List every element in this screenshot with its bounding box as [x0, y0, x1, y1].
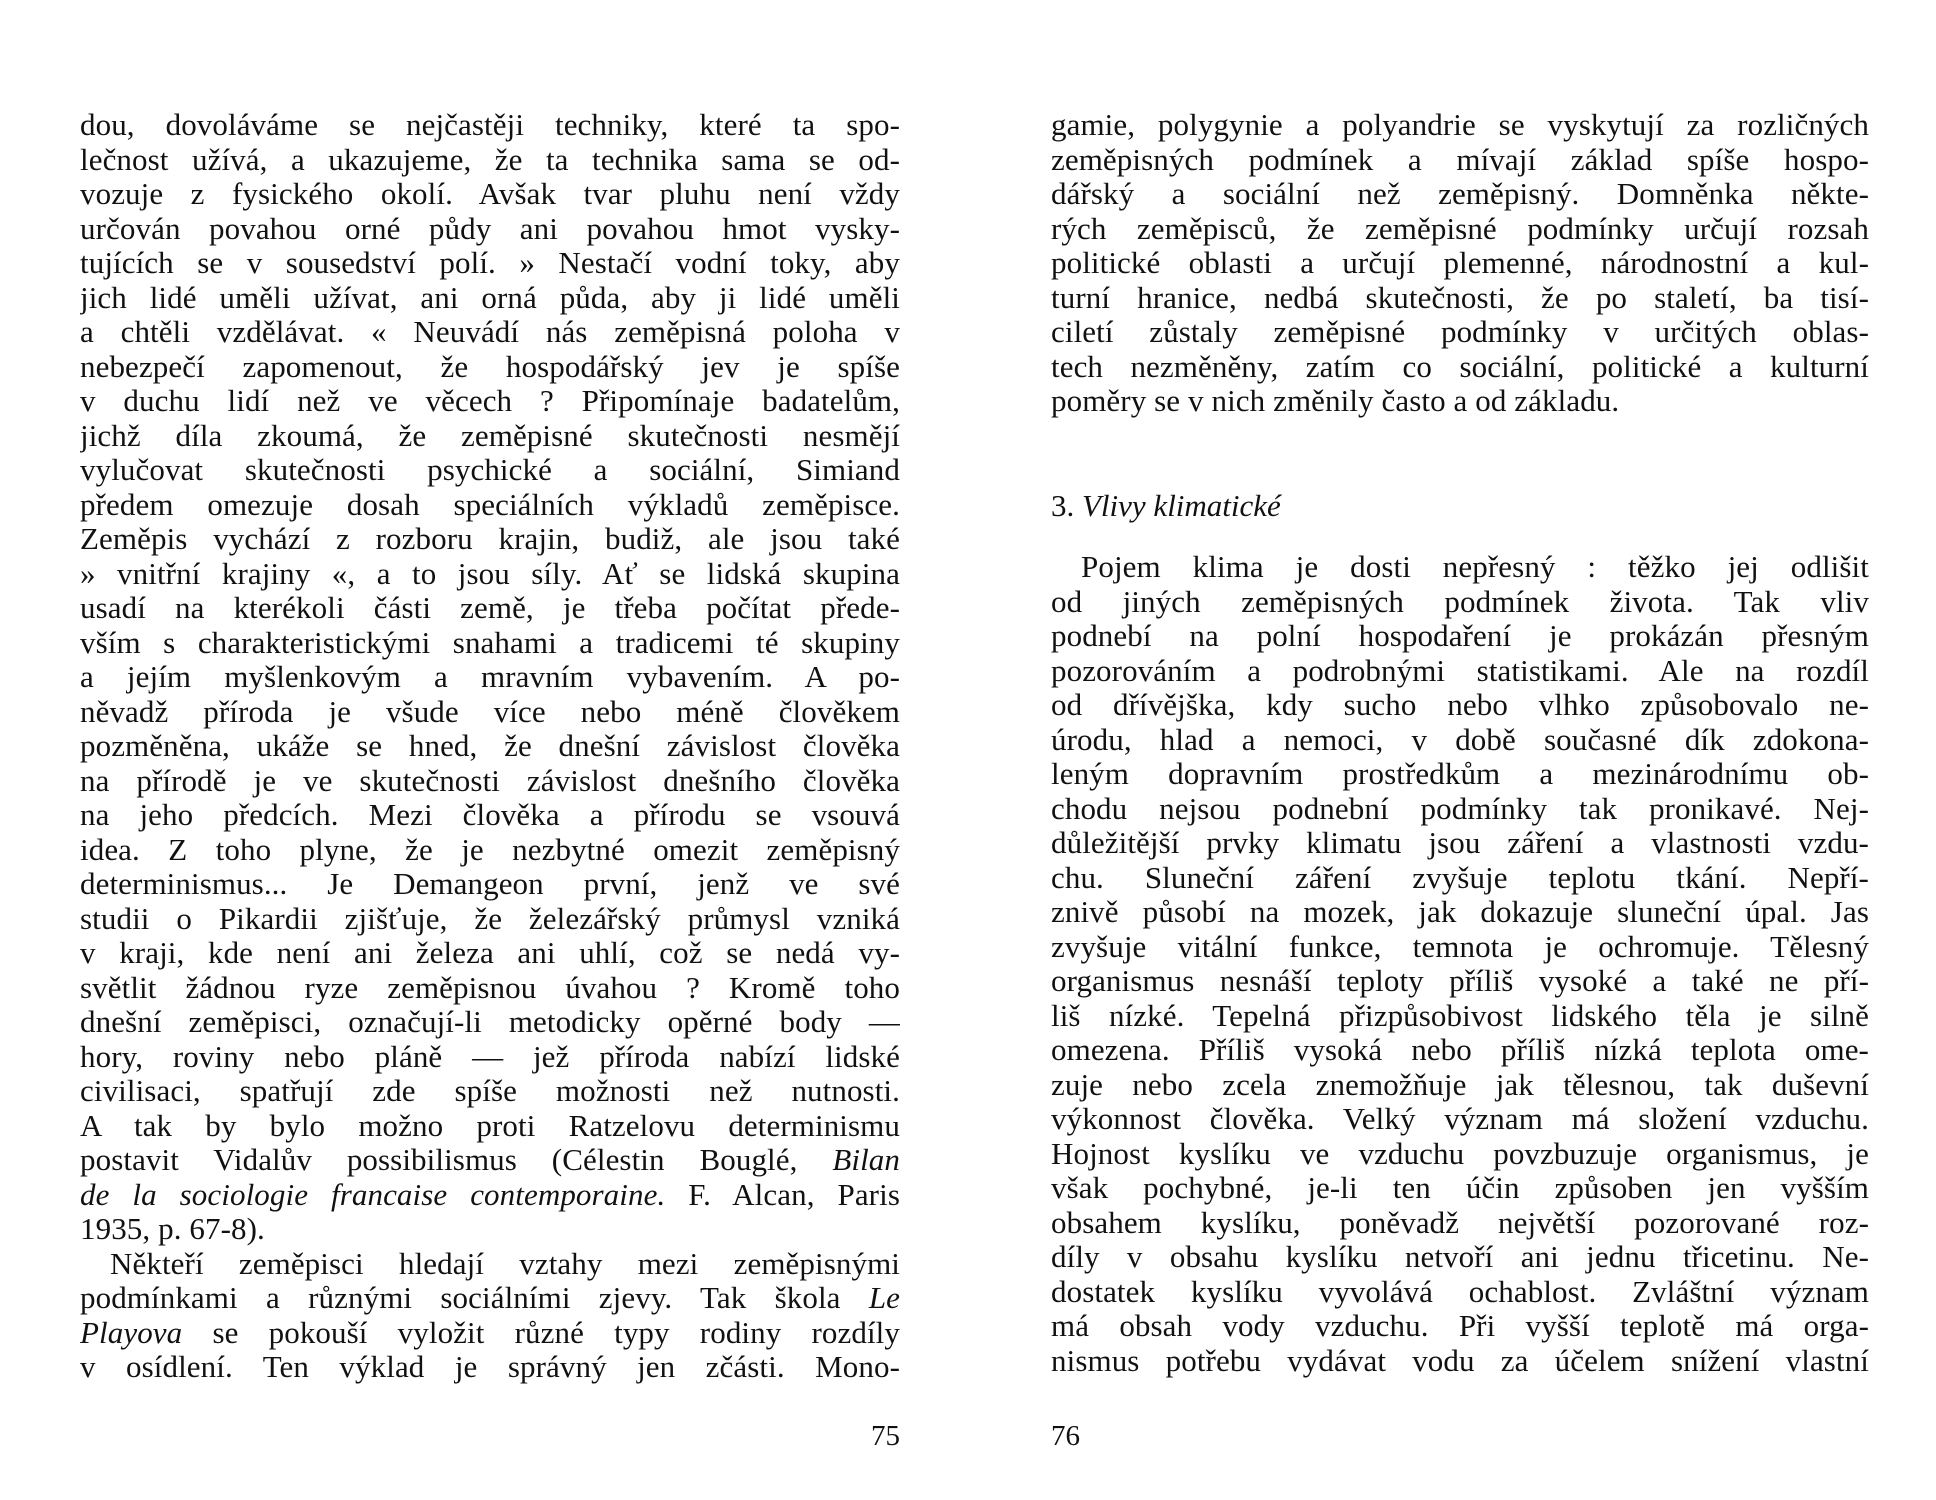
right-page-body-section — [1051, 550, 1869, 1378]
text-line: Zeměpis vychází z rozboru krajin, budiž, ale jsou také — [80, 522, 900, 556]
text-line: vylučovat skutečnosti psychické a sociální, Simiand — [80, 453, 900, 487]
text-line-with-italic — [80, 1178, 900, 1213]
text-line: vším s charakteristickými snahami a tradicemi té skupiny — [80, 625, 900, 660]
text-line: ciletí zůstaly zeměpisné podmínky v určitých oblas- — [1051, 315, 1869, 349]
text-line: omezena. Příliš vysoká nebo příliš nízká teplota ome- — [1051, 1033, 1869, 1067]
text-line: pozorováním a podrobnými statistikami. Ale na rozdíl — [1051, 653, 1869, 688]
text-segment: podmínkami a různými sociálními zjevy. Tak škola — [80, 1281, 841, 1315]
text-line: a jejím myšlenkovým a mravním vybavením. A po- — [80, 660, 900, 694]
right-page-body-top — [1051, 108, 1869, 419]
text-line: výkonnost člověka. Velký význam má složení vzduchu. — [1051, 1102, 1869, 1136]
text-line: předem omezuje dosah speciálních výkladů zeměpisce. — [80, 487, 900, 522]
page-number: 76 — [1051, 1420, 1080, 1452]
text-line: nebezpečí zapomenout, že hospodářský jev je spíše — [80, 349, 900, 384]
text-line: civilisaci, spatřují zde spíše možnosti než nutnosti. — [80, 1074, 900, 1108]
text-line: zeměpisných podmínek a mívají základ spíše hospo- — [1051, 142, 1869, 177]
text-line: tujících se v sousedství polí. » Nestačí vodní toky, aby — [80, 246, 900, 280]
text-line: Hojnost kyslíku ve vzduchu povzbuzuje organismus, je — [1051, 1136, 1869, 1171]
text-line: » vnitřní krajiny «, a to jsou síly. Ať se lidská skupina — [80, 556, 900, 591]
text-line: dnešní zeměpisci, označují-li metodicky opěrné body — — [80, 1005, 900, 1039]
text-line: 1935, p. 67-8). — [80, 1212, 265, 1246]
text-line: podnebí na polní hospodaření je prokázán přesným — [1051, 619, 1869, 653]
text-line: pozměněna, ukáže se hned, že dnešní závislost člověka — [80, 729, 900, 763]
text-line: a chtěli vzdělávat. « Neuvádí nás zeměpisná poloha v — [80, 315, 900, 349]
publisher-text: F. Alcan, Paris — [688, 1177, 900, 1212]
paragraph-first-line: Někteří zeměpisci hledají vztahy mezi zeměpisnými — [110, 1246, 900, 1281]
text-line: jichž díla zkoumá, že zeměpisné skutečnosti nesmějí — [80, 418, 900, 453]
text-line-with-italic — [80, 1143, 900, 1178]
text-line: hory, roviny nebo pláně — jež příroda nabízí lidské — [80, 1039, 900, 1074]
text-line: na jeho předcích. Mezi člověka a přírodu se vsouvá — [80, 798, 900, 832]
italic-title-rest: de la sociologie francaise contemporaine. — [80, 1177, 666, 1212]
text-line: od dřívějška, kdy sucho nebo vlhko způsobovalo ne- — [1051, 688, 1869, 722]
text-line: však pochybné, je-li ten účin způsoben jen vyšším — [1051, 1171, 1869, 1205]
text-line: v duchu lidí než ve věcech ? Připomínaje badatelům, — [80, 384, 900, 418]
text-line: úrodu, hlad a nemoci, v době současné dík zdokona- — [1051, 722, 1869, 757]
text-line: vozuje z fysického okolí. Avšak tvar pluhu není vždy — [80, 177, 900, 211]
right-page — [968, 0, 1936, 1500]
text-line: dou, dovoláváme se nejčastěji techniky, které ta spo- — [80, 108, 900, 142]
left-page-body — [80, 108, 900, 1385]
italic-school-name: Le — [868, 1281, 900, 1315]
text-line: A tak by bylo možno proti Ratzelovu determinismu — [80, 1108, 900, 1143]
text-line: chu. Sluneční záření zvyšuje teplotu tkání. Nepří- — [1051, 860, 1869, 895]
text-line: lečnost užívá, a ukazujeme, že ta technika sama se od- — [80, 142, 900, 177]
text-line: tech nezměněny, zatím co sociální, politické a kulturní — [1051, 349, 1869, 384]
page-number: 75 — [871, 1420, 900, 1452]
text-line-with-italic — [80, 1281, 900, 1316]
text-line: leným dopravním prostředkům a mezinárodnímu ob- — [1051, 757, 1869, 791]
text-line: rých zeměpisců, že zeměpisné podmínky určují rozsah — [1051, 211, 1869, 246]
text-line: studii o Pikardii zjišťuje, že železářský průmysl vzniká — [80, 901, 900, 936]
italic-school-name: Playova — [80, 1315, 183, 1350]
text-line: díly v obsahu kyslíku netvoří ani jednu třicetinu. Ne- — [1051, 1240, 1869, 1274]
text-segment: postavit Vidalův possibilismus (Célestin Bouglé, — [80, 1143, 798, 1177]
text-line: zuje nebo zcela znemožňuje jak tělesnou, tak duševní — [1051, 1067, 1869, 1102]
text-line: světlit žádnou ryze zeměpisnou úvahou ? Kromě toho — [80, 970, 900, 1005]
text-line: usadí na kterékoli části země, je třeba počítat přede- — [80, 591, 900, 625]
text-line: dostatek kyslíku vyvolává ochablost. Zvláštní význam — [1051, 1274, 1869, 1309]
text-line: chodu nejsou podnební podmínky tak pronikavé. Nej- — [1051, 791, 1869, 826]
text-line: nismus potřebu vydávat vodu za účelem snížení vlastní — [1051, 1343, 1869, 1378]
text-line: poměry se v nich změnily často a od základu. — [1051, 384, 1620, 418]
text-line-with-italic — [80, 1316, 900, 1351]
text-line: obsahem kyslíku, poněvadž největší pozorované roz- — [1051, 1205, 1869, 1240]
text-line: má obsah vody vzduchu. Při vyšší teplotě má orga- — [1051, 1309, 1869, 1343]
text-line: gamie, polygynie a polyandrie se vyskytují za rozličných — [1051, 108, 1869, 142]
section-number: 3. — [1051, 488, 1075, 523]
text-line: na přírodě je ve skutečnosti závislost dnešního člověka — [80, 763, 900, 798]
text-line: dářský a sociální než zeměpisný. Domněnka někte- — [1051, 177, 1869, 211]
section-heading — [1051, 489, 1281, 523]
text-line: důležitější prvky klimatu jsou záření a vlastnosti vzdu- — [1051, 826, 1869, 860]
text-line: zvyšuje vitální funkce, temnota je ochromuje. Tělesný — [1051, 929, 1869, 964]
text-line: idea. Z toho plyne, že je nezbytné omezit zeměpisný — [80, 832, 900, 867]
text-line: v kraji, kde není ani železa ani uhlí, což se nedá vy- — [80, 936, 900, 970]
text-line: určován povahou orné půdy ani povahou hmot vysky- — [80, 211, 900, 246]
italic-title-word: Bilan — [832, 1143, 900, 1177]
text-line: turní hranice, nedbá skutečnosti, že po staletí, ba tisí- — [1051, 280, 1869, 315]
text-line: politické oblasti a určují plemenné, národnostní a kul- — [1051, 246, 1869, 280]
text-line: od jiných zeměpisných podmínek života. Tak vliv — [1051, 584, 1869, 619]
section-title: Vlivy klimatické — [1082, 488, 1281, 523]
text-line: liš nízké. Tepelná přizpůsobivost lidského těla je silně — [1051, 998, 1869, 1033]
text-line: znivě působí na mozek, jak dokazuje sluneční úpal. Jas — [1051, 895, 1869, 929]
text-line: v osídlení. Ten výklad je správný jen zčásti. Mono- — [80, 1350, 900, 1384]
text-line: determinismus... Je Demangeon první, jenž ve své — [80, 867, 900, 901]
text-line: jich lidé uměli užívat, ani orná půda, aby ji lidé uměli — [80, 280, 900, 315]
text-segment: se pokouší vyložit různé typy rodiny rozdíly — [212, 1315, 900, 1350]
text-line: něvadž příroda je všude více nebo méně člověkem — [80, 694, 900, 729]
text-line: organismus nesnáší teploty příliš vysoké a také ne pří- — [1051, 964, 1869, 998]
paragraph-first-line: Pojem klima je dosti nepřesný : těžko jej odlišit — [1081, 550, 1869, 584]
